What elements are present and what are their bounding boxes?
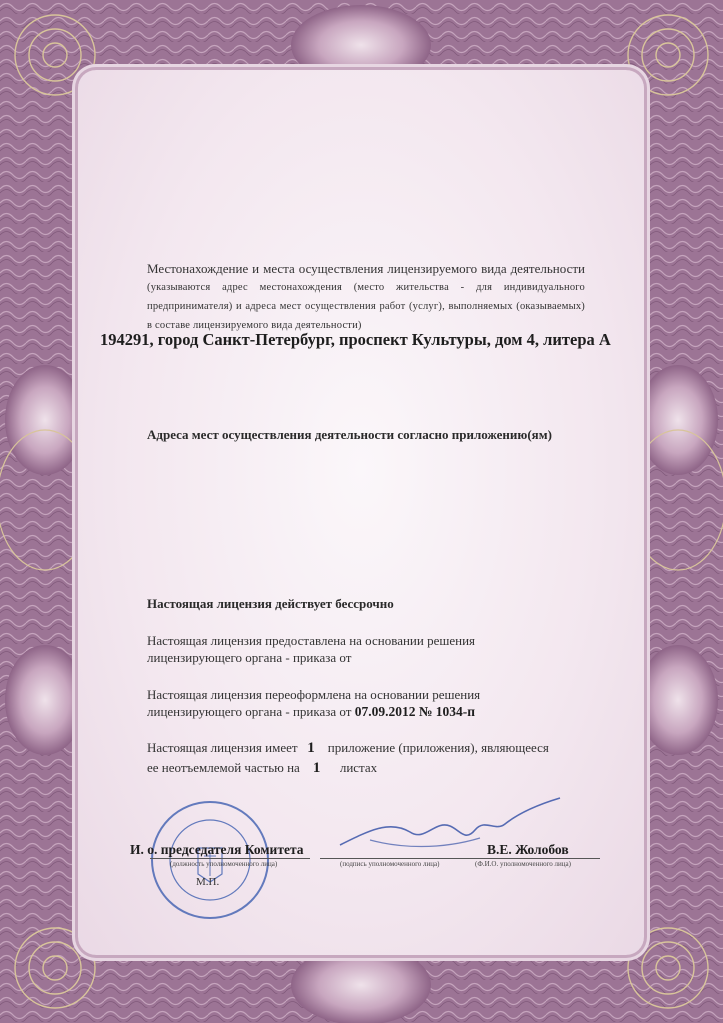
annex-suffix: листах (339, 760, 378, 775)
annex-count: 1 (307, 740, 315, 756)
location-intro (147, 260, 585, 334)
signatory-position: И. о. председателя Комитета (130, 842, 304, 857)
reissue-line-1: Настоящая лицензия переоформлена на основании решения (147, 687, 481, 702)
license-address: 194291, город Санкт-Петербург, проспект Культуры, дом 4, литера А (100, 330, 611, 349)
reissue-line-2: лицензирующего органа - приказа от (147, 704, 352, 719)
annex-middle: приложение (приложения), являющееся (327, 740, 549, 755)
reissue-order: 07.09.2012 № 1034-п (354, 704, 476, 719)
grant-basis (147, 632, 567, 666)
position-line (150, 858, 310, 859)
annex-sheets: 1 (312, 760, 321, 776)
location-heading: Местонахождение и места осуществления лицензируемого вида деятельности (147, 261, 585, 276)
seal-mark: М.П. (196, 876, 220, 888)
name-caption: (Ф.И.О. уполномоченного лица) (475, 860, 571, 868)
annex-line2-prefix: ее неотъемлемой частью на (147, 760, 300, 775)
signature-caption: (подпись уполномоченного лица) (340, 860, 440, 868)
grant-line-1: Настоящая лицензия предоставлена на основании решения (147, 633, 476, 648)
validity-statement: Настоящая лицензия действует бессрочно (147, 596, 394, 611)
location-note: (указываются адрес местонахождения (место жительства - для индивидуального предпринимателя) и адреса мест осуществления работ (услуг), выполняемых (оказываемых) в составе лицензируемого вида деятельности) (147, 282, 585, 331)
annex-prefix: Настоящая лицензия имеет (147, 740, 298, 755)
grant-line-2: лицензирующего органа - приказа от (147, 650, 352, 665)
position-caption: (должность уполномоченного лица) (170, 860, 278, 868)
signature-line (320, 858, 480, 859)
signatory-name: В.Е. Жолобов (487, 842, 569, 857)
name-line (470, 858, 600, 859)
reissue-basis (147, 686, 587, 720)
annex-statement (147, 738, 607, 778)
activity-places: Адреса мест осуществления деятельности согласно приложению(ям) (147, 427, 552, 442)
